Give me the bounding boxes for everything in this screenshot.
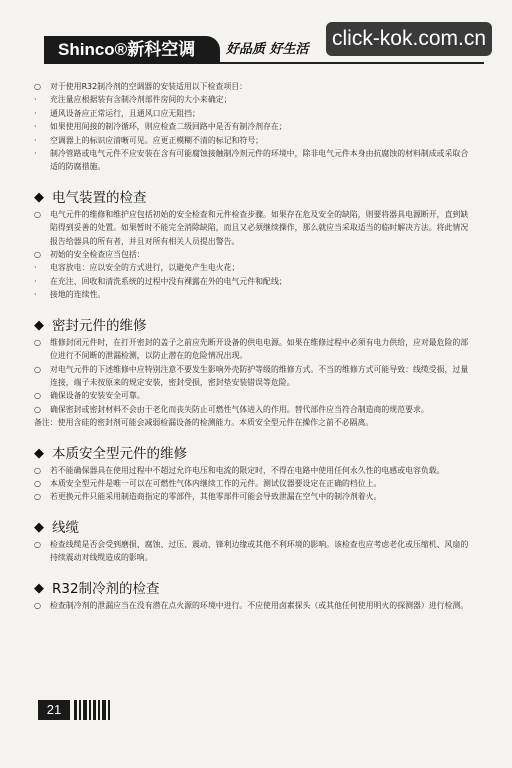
section-item bbox=[34, 261, 474, 274]
section-item bbox=[34, 275, 474, 288]
section-title-text: 本质安全型元件的维修 bbox=[52, 445, 187, 462]
intro-item bbox=[34, 107, 474, 120]
intro-item bbox=[34, 93, 474, 106]
header-rule bbox=[220, 62, 484, 64]
circle-bullet: ○ bbox=[34, 391, 41, 401]
brand-logo: Shinco®新科空调 bbox=[44, 36, 220, 64]
intro-text: 空调器上的标识应清晰可见。应更正模糊不清的标记和符号； bbox=[50, 135, 264, 145]
circle-bullet: ○ bbox=[34, 465, 41, 475]
section-item bbox=[34, 288, 474, 301]
item-text: 本质安全型元件是唯一可以在可燃性气体内继续工作的元件。测试仪器要设定在正确的档位上。 bbox=[50, 478, 382, 488]
item-text: 确保设备的安装安全可靠。 bbox=[50, 391, 145, 401]
item-text: 若更换元件只能采用制造商指定的零部件，其他零部件可能会导致泄漏在空气中的制冷剂着火。 bbox=[50, 492, 382, 502]
section-title-text: 电气装置的检查 bbox=[52, 189, 147, 206]
circle-bullet: ○ bbox=[34, 539, 41, 549]
section-item bbox=[34, 599, 474, 612]
intro-item bbox=[34, 80, 474, 93]
section-heading bbox=[34, 188, 474, 208]
intro-block bbox=[34, 80, 474, 174]
section-item bbox=[34, 490, 474, 503]
bullet-mark: · bbox=[34, 95, 37, 105]
dot-bullet: · bbox=[34, 290, 37, 300]
circle-bullet: ○ bbox=[34, 250, 41, 260]
bullet-mark: · bbox=[34, 108, 37, 118]
diamond-icon: ◆ bbox=[34, 580, 44, 596]
barcode-decoration bbox=[74, 700, 110, 720]
bullet-mark: · bbox=[34, 122, 37, 132]
section-heading bbox=[34, 316, 474, 336]
item-text: 在充注、回收和清洗系统的过程中没有裸露在外的电气元件和配线； bbox=[50, 276, 287, 286]
watermark: click-kok.com.cn bbox=[326, 22, 492, 56]
circle-bullet: ○ bbox=[34, 404, 41, 414]
intro-text: 如果使用间接的制冷循环，则应检查二级回路中是否有制冷剂存在； bbox=[50, 122, 287, 132]
circle-bullet: ○ bbox=[34, 478, 41, 488]
section-heading bbox=[34, 518, 474, 538]
section-title-text: 密封元件的维修 bbox=[52, 317, 147, 334]
intro-text: 充注量应根据装有含制冷剂部件房间的大小来确定； bbox=[50, 95, 232, 105]
intro-text: 对于使用R32制冷剂的空调器的安装适用以下检查项目： bbox=[50, 82, 248, 91]
diamond-icon: ◆ bbox=[34, 189, 44, 205]
item-text: 维修封闭元件时，在打开密封的盖子之前应先断开设备的供电电源。如果在维修过程中必须有电力供给，应对最危险的部位进行不间断的泄漏检测，以防止潜在的危险情况出现。 bbox=[50, 337, 469, 361]
page-content bbox=[34, 80, 474, 612]
item-text: 对电气元件的下述维修中应特别注意不要发生影响外壳防护等级的维修方式。不当的维修方式可能导致：线缆受损，过量连接，端子未按原来的规定安装，密封受损，密封垫安装错误等危险。 bbox=[50, 364, 469, 387]
page-number: 21 bbox=[38, 700, 70, 720]
section-heading bbox=[34, 579, 474, 599]
section-item bbox=[34, 248, 474, 261]
section-item bbox=[34, 336, 474, 363]
item-text: 确保密封或密封材料不会由于老化而丧失防止可燃性气体进入的作用。替代部件应当符合制造商的规范要求。 bbox=[50, 404, 429, 414]
section-item bbox=[34, 389, 474, 402]
bullet-mark: · bbox=[34, 135, 37, 145]
diamond-icon: ◆ bbox=[34, 317, 44, 333]
circle-bullet: ○ bbox=[34, 209, 41, 219]
dot-bullet: · bbox=[34, 263, 37, 273]
intro-text: 制冷管路或电气元件不应安装在含有可能腐蚀接触制冷剂元件的环境中，除非电气元件本身由抗腐蚀的材料制成或采取合适的防腐措施。 bbox=[50, 149, 469, 172]
item-text: 电容放电：应以安全的方式进行，以避免产生电火花； bbox=[50, 263, 240, 273]
dot-bullet: · bbox=[34, 276, 37, 286]
section-heading bbox=[34, 444, 474, 464]
item-text: 检查制冷剂的泄漏应当在没有潜在点火源的环境中进行。不应使用卤素探头（或其他任何使用明火的探测器）进行检测。 bbox=[50, 600, 469, 610]
section-item bbox=[34, 464, 474, 477]
circle-bullet: ○ bbox=[34, 364, 41, 374]
intro-item bbox=[34, 134, 474, 147]
circle-bullet: ○ bbox=[34, 337, 41, 347]
section-item bbox=[34, 538, 474, 565]
section-item bbox=[34, 208, 474, 248]
bullet-mark: ○ bbox=[34, 82, 41, 91]
circle-bullet: ○ bbox=[34, 492, 41, 502]
item-text: 接地的连续性。 bbox=[50, 290, 106, 300]
diamond-icon: ◆ bbox=[34, 445, 44, 461]
intro-item bbox=[34, 147, 474, 174]
page-footer bbox=[38, 700, 110, 720]
section-item bbox=[34, 477, 474, 490]
bullet-mark: · bbox=[34, 149, 37, 159]
section-item bbox=[34, 363, 474, 390]
item-text: 初始的安全检查应当包括： bbox=[50, 250, 145, 260]
item-text: 检查线缆是否会受到磨损、腐蚀、过压、震动、锋利边缘或其他不利环境的影响。该检查也应考虑老化或压缩机、风扇的持续震动对线缆造成的影响。 bbox=[50, 539, 469, 563]
slogan: 好品质 好生活 bbox=[226, 42, 309, 57]
intro-item bbox=[34, 120, 474, 133]
intro-text: 通风设备应正常运行，且通风口应无阻挡； bbox=[50, 108, 200, 118]
item-text: 若不能确保器具在使用过程中不超过允许电压和电流的限定时，不得在电路中使用任何永久性的电感或电容负载。 bbox=[50, 465, 445, 475]
circle-bullet: ○ bbox=[34, 600, 41, 610]
section-item bbox=[34, 403, 474, 416]
section-note: 备注：使用含硅的密封剂可能会减弱检漏设备的检测能力。本质安全型元件在操作之前不必隔离。 bbox=[34, 418, 374, 428]
section-title-text: 线缆 bbox=[52, 519, 79, 536]
diamond-icon: ◆ bbox=[34, 519, 44, 535]
item-text: 电气元件的维修和维护应包括初始的安全检查和元件检查步骤。如果存在危及安全的缺陷，则要将器具电源断开，直到缺陷得到妥善的处置。如果暂时不能完全消除缺陷，而且又必须继续操作，那么就应当采取适当的临时解决方法。将此情况报告给器具的所有者，并且对所有相关人员提出警告。 bbox=[50, 209, 469, 246]
section-title-text: R32制冷剂的检查 bbox=[52, 580, 160, 597]
